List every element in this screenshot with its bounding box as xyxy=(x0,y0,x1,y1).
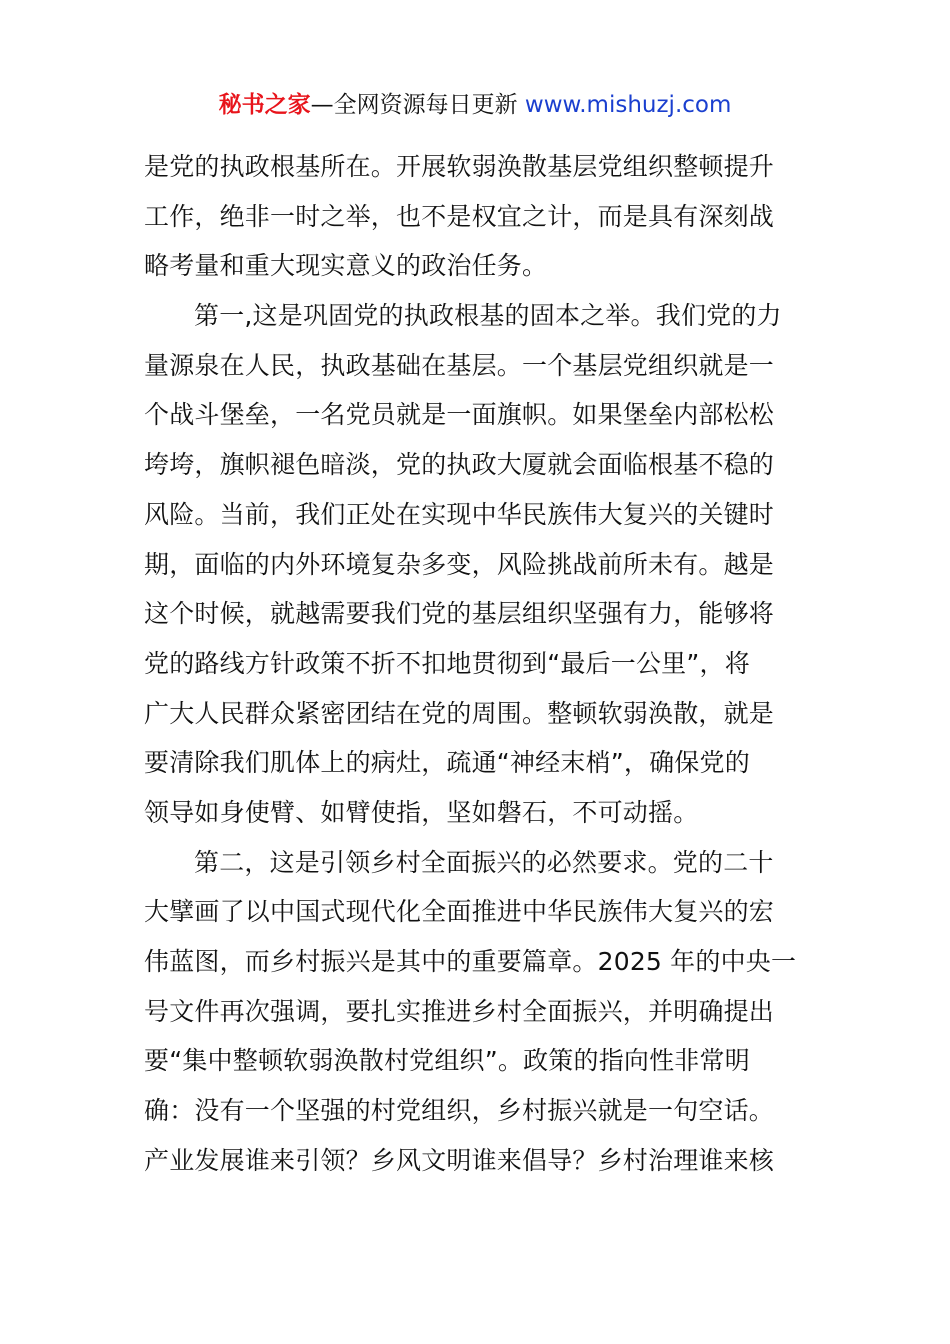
text-line: 号文件再次强调，要扎实推进乡村全面振兴，并明确提出 xyxy=(144,996,775,1026)
page-header xyxy=(0,90,950,120)
header-tagline: —全网资源每日更新 xyxy=(310,92,525,118)
text-line: 党的路线方针政策不折不扣地贯彻到“最后一公里”，将 xyxy=(144,648,750,678)
text-line: 领导如身使臂、如臂使指，坚如磐石，不可动摇。 xyxy=(144,797,699,827)
website-link[interactable]: www.mishuzj.com xyxy=(524,92,732,118)
brand-name: 秘书之家 xyxy=(218,92,311,118)
text-line: 风险。当前，我们正处在实现中华民族伟大复兴的关键时 xyxy=(144,499,775,529)
text-line: 要清除我们肌体上的病灶，疏通“神经末梢”，确保党的 xyxy=(144,748,750,778)
text-line: 要“集中整顿软弱涣散村党组织”。政策的指向性非常明 xyxy=(144,1046,750,1076)
text-line: 确：没有一个坚强的村党组织，乡村振兴就是一句空话。 xyxy=(144,1096,775,1126)
text-line: 大擘画了以中国式现代化全面推进中华民族伟大复兴的宏 xyxy=(144,897,775,927)
text-line: 工作，绝非一时之举，也不是权宜之计，而是具有深刻战 xyxy=(144,201,775,231)
paragraph-first-line: 第二，这是引领乡村全面振兴的必然要求。党的二十 xyxy=(194,847,774,877)
text-line: 这个时候，就越需要我们党的基层组织坚强有力，能够将 xyxy=(144,599,775,629)
text-line: 垮垮，旗帜褪色暗淡，党的执政大厦就会面临根基不稳的 xyxy=(144,450,775,480)
text-line: 期，面临的内外环境复杂多变，风险挑战前所未有。越是 xyxy=(144,549,775,579)
text-line: 广大人民群众紧密团结在党的周围。整顿软弱涣散，就是 xyxy=(144,698,775,728)
text-line: 是党的执政根基所在。开展软弱涣散基层党组织整顿提升 xyxy=(144,152,775,181)
text-line: 个战斗堡垒，一名党员就是一面旗帜。如果堡垒内部松松 xyxy=(144,400,775,430)
paragraph-first-line: 第一,这是巩固党的执政根基的固本之举。我们党的力 xyxy=(194,301,782,331)
text-line: 略考量和重大现实意义的政治任务。 xyxy=(144,251,548,281)
text-line: 伟蓝图，而乡村振兴是其中的重要篇章。2025 年的中央一 xyxy=(144,947,797,976)
document-body xyxy=(144,142,809,1185)
text-line: 产业发展谁来引领？乡风文明谁来倡导？乡村治理谁来核 xyxy=(144,1145,775,1175)
text-line: 量源泉在人民，执政基础在基层。一个基层党组织就是一 xyxy=(144,350,775,380)
